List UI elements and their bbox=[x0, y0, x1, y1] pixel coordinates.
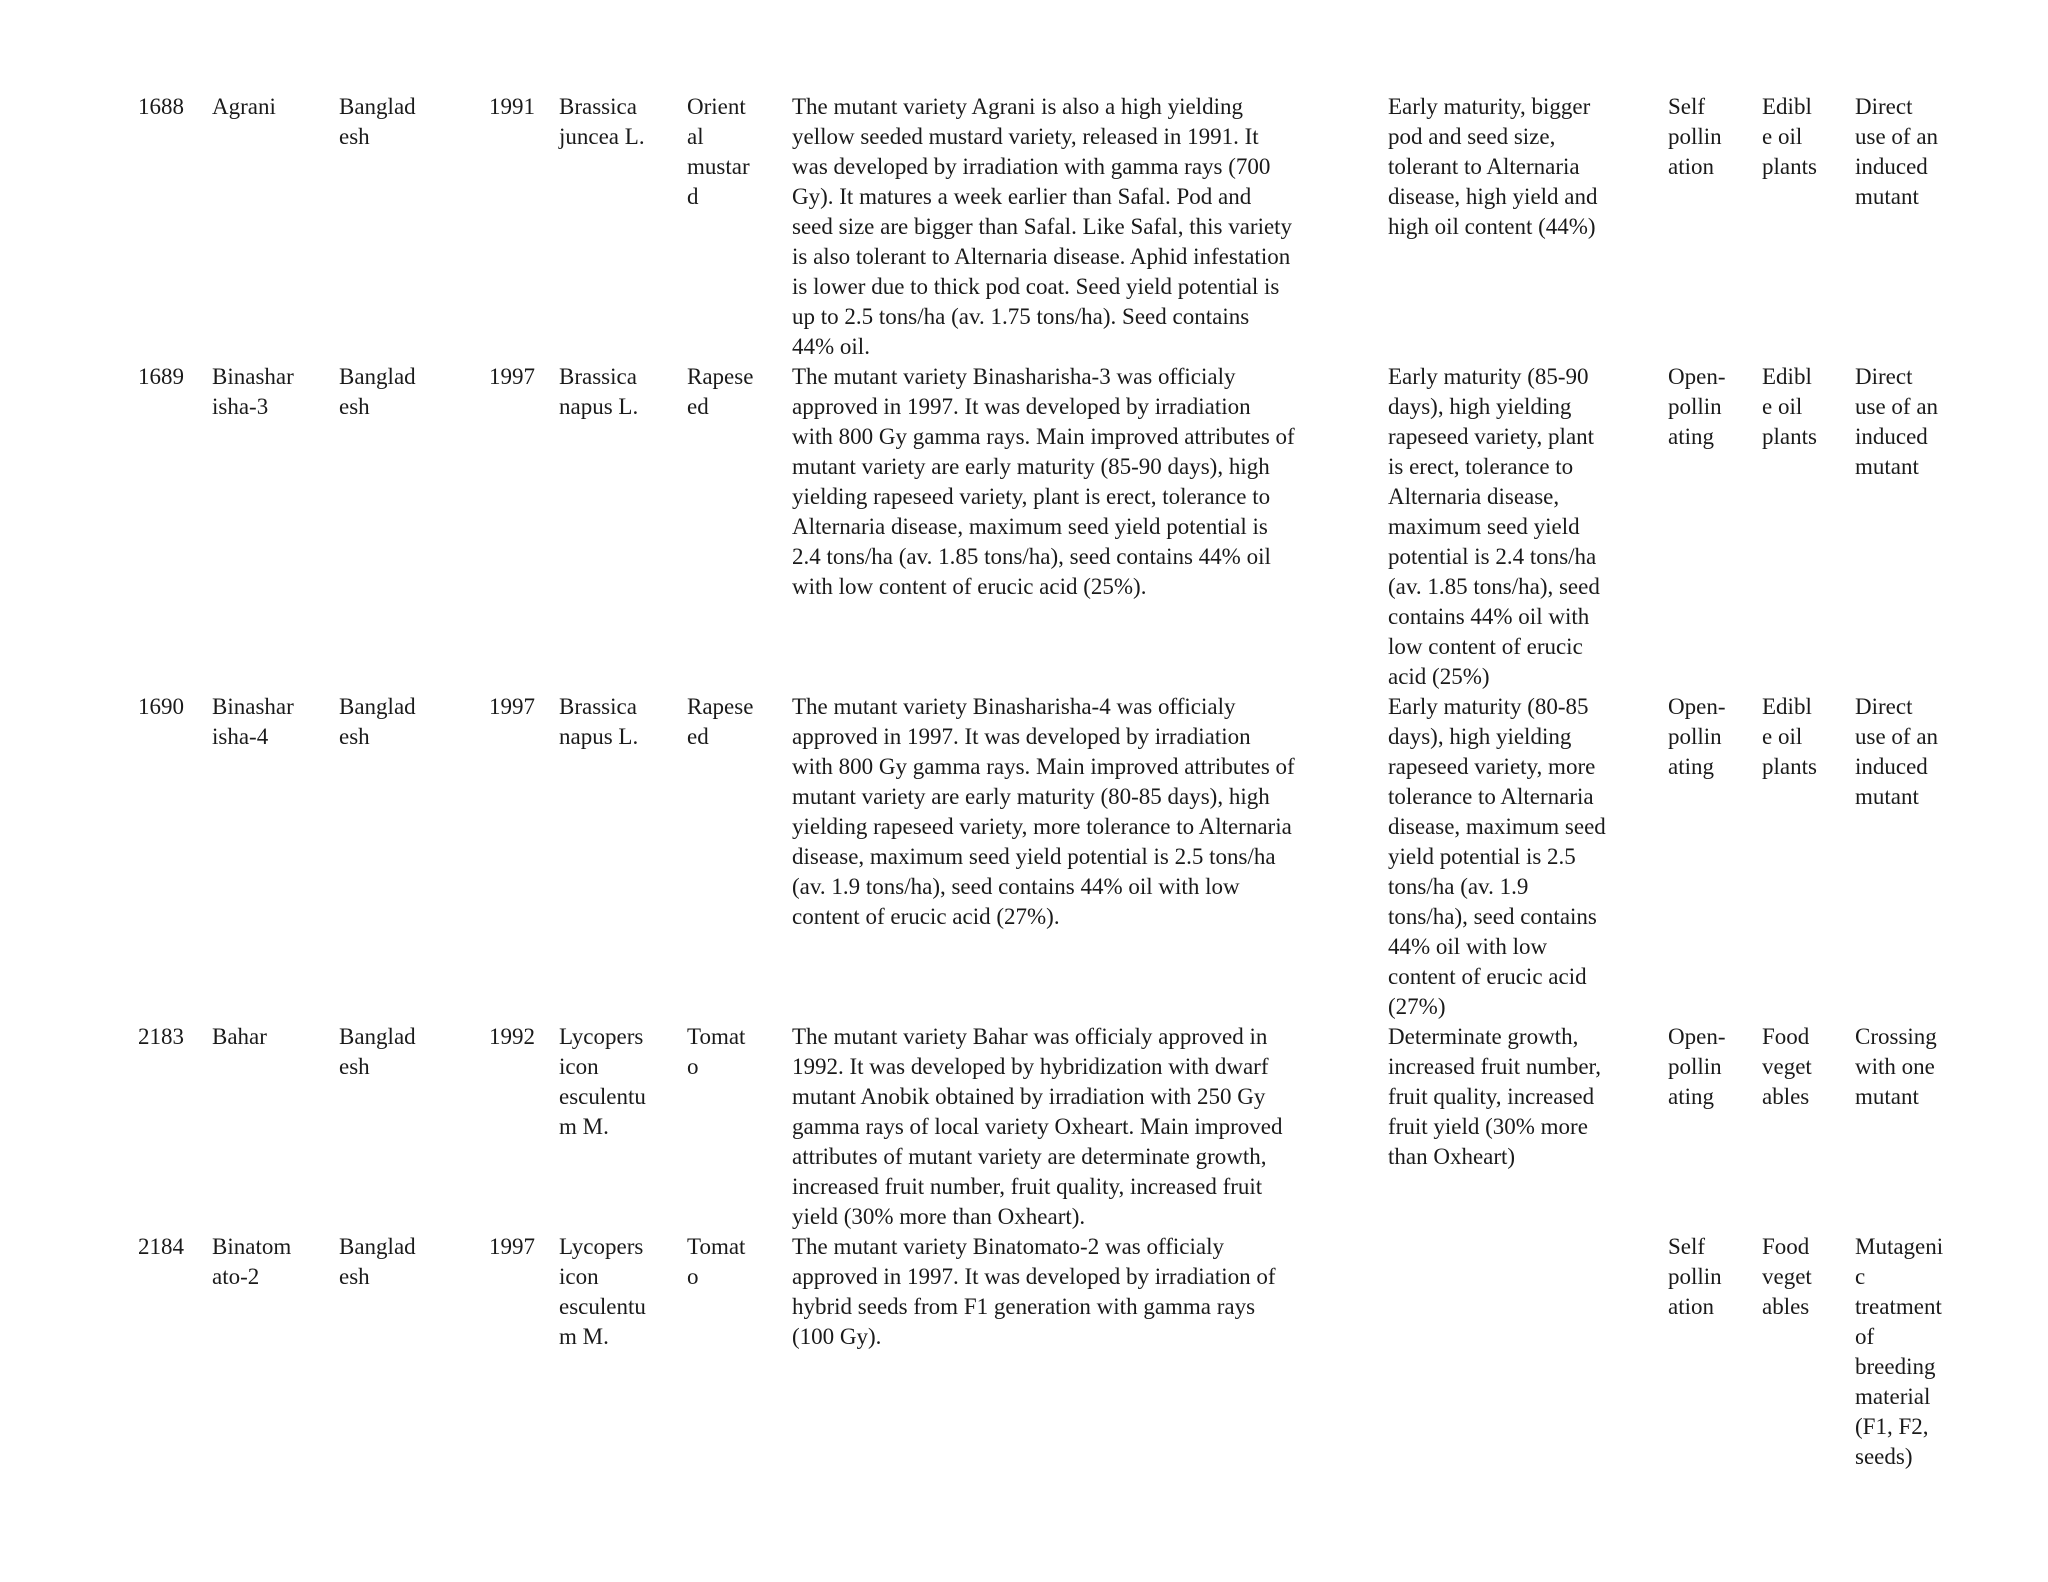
release-year: 1991 bbox=[489, 94, 535, 119]
variety-id: 1690 bbox=[138, 694, 184, 719]
variety-name: Agrani bbox=[212, 94, 276, 119]
breeding-method: Crossing with one mutant bbox=[1855, 1024, 1937, 1109]
pollination-type: Open- pollin ating bbox=[1668, 364, 1726, 449]
pollination-type: Open- pollin ating bbox=[1668, 694, 1726, 779]
crop-group: Food veget ables bbox=[1762, 1234, 1812, 1319]
description: The mutant variety Binasharisha-3 was officialy approved in 1997. It was developed by irradiation with 800 Gy gamma rays. Main improved attributes of mutant variety are early maturity (85-90 days), high yielding rapeseed variety, plant is erect, tolerance to Alternaria disease, maximum seed yield potential is 2.4 tons/ha (av. 1.85 tons/ha), seed contains 44% oil with low content of erucic acid (25%). bbox=[792, 364, 1295, 599]
crop-name: Tomat o bbox=[687, 1234, 746, 1289]
country: Banglad esh bbox=[339, 1234, 416, 1289]
crop-name: Orient al mustar d bbox=[687, 94, 750, 209]
crop-group: Edibl e oil plants bbox=[1762, 694, 1817, 779]
pollination-type: Open- pollin ating bbox=[1668, 1024, 1726, 1109]
improved-characters: Early maturity, bigger pod and seed size, tolerant to Alternaria disease, high yield and high oil content (44%) bbox=[1388, 94, 1598, 239]
description: The mutant variety Agrani is also a high yielding yellow seeded mustard variety, released in 1991. It was developed by irradiation with gamma rays (700 Gy). It matures a week earlier than Safal. Pod and seed size are bigger than Safal. Like Safal, this variety is also tolerant to Alternaria disease. Aphid infestation is lower due to thick pod coat. Seed yield potential is up to 2.5 tons/ha (av. 1.75 tons/ha). Seed contains 44% oil. bbox=[792, 94, 1293, 359]
country: Banglad esh bbox=[339, 94, 416, 149]
variety-name: Binatom ato-2 bbox=[212, 1234, 292, 1289]
table-row bbox=[132, 1232, 1977, 1472]
description: The mutant variety Binasharisha-4 was officialy approved in 1997. It was developed by irradiation with 800 Gy gamma rays. Main improved attributes of mutant variety are early maturity (80-85 days), high yielding rapeseed variety, more tolerance to Alternaria disease, maximum seed yield potential is 2.5 tons/ha (av. 1.9 tons/ha), seed contains 44% oil with low content of erucic acid (27%). bbox=[792, 694, 1295, 929]
improved-characters: Early maturity (85-90 days), high yielding rapeseed variety, plant is erect, tolerance to Alternaria disease, maximum seed yield potential is 2.4 tons/ha (av. 1.85 tons/ha), seed contains 44% oil with low content of erucic acid (25%) bbox=[1388, 364, 1600, 689]
description: The mutant variety Binatomato-2 was officialy approved in 1997. It was developed by irradiation of hybrid seeds from F1 generation with gamma rays (100 Gy). bbox=[792, 1234, 1276, 1349]
crop-name: Rapese ed bbox=[687, 694, 754, 749]
breeding-method: Direct use of an induced mutant bbox=[1855, 94, 1939, 209]
variety-name: Binashar isha-3 bbox=[212, 364, 294, 419]
latin-name: Lycopers icon esculentu m M. bbox=[559, 1024, 646, 1139]
country: Banglad esh bbox=[339, 1024, 416, 1079]
improved-characters: Determinate growth, increased fruit number, fruit quality, increased fruit yield (30% more than Oxheart) bbox=[1388, 1024, 1602, 1169]
crop-group: Food veget ables bbox=[1762, 1024, 1812, 1109]
release-year: 1997 bbox=[489, 364, 535, 389]
release-year: 1997 bbox=[489, 1234, 535, 1259]
table-row bbox=[132, 692, 1977, 1022]
pollination-type: Self pollin ation bbox=[1668, 1234, 1722, 1319]
improved-characters: Early maturity (80-85 days), high yielding rapeseed variety, more tolerance to Alternaria disease, maximum seed yield potential is 2.5 tons/ha (av. 1.9 tons/ha), seed contains 44% oil with low content of erucic acid (27%) bbox=[1388, 694, 1606, 1019]
description: The mutant variety Bahar was officialy approved in 1992. It was developed by hybridization with dwarf mutant Anobik obtained by irradiation with 250 Gy gamma rays of local variety Oxheart. Main improved attributes of mutant variety are determinate growth, increased fruit number, fruit quality, increased fruit yield (30% more than Oxheart). bbox=[792, 1024, 1283, 1229]
table-row bbox=[132, 1022, 1977, 1232]
latin-name: Lycopers icon esculentu m M. bbox=[559, 1234, 646, 1349]
variety-id: 1689 bbox=[138, 364, 184, 389]
breeding-method: Mutageni c treatment of breeding material (F1, F2, seeds) bbox=[1855, 1234, 1944, 1469]
improved-characters bbox=[1382, 1232, 1662, 1472]
crop-group: Edibl e oil plants bbox=[1762, 94, 1817, 179]
variety-id: 1688 bbox=[138, 94, 184, 119]
release-year: 1997 bbox=[489, 694, 535, 719]
latin-name: Brassica napus L. bbox=[559, 694, 639, 749]
variety-id: 2183 bbox=[138, 1024, 184, 1049]
country: Banglad esh bbox=[339, 364, 416, 419]
table-row bbox=[132, 92, 1977, 362]
country: Banglad esh bbox=[339, 694, 416, 749]
latin-name: Brassica napus L. bbox=[559, 364, 639, 419]
crop-name: Tomat o bbox=[687, 1024, 746, 1079]
variety-name: Binashar isha-4 bbox=[212, 694, 294, 749]
crop-name: Rapese ed bbox=[687, 364, 754, 419]
release-year: 1992 bbox=[489, 1024, 535, 1049]
crop-group: Edibl e oil plants bbox=[1762, 364, 1817, 449]
latin-name: Brassica juncea L. bbox=[559, 94, 645, 149]
table-row bbox=[132, 362, 1977, 692]
mutant-varieties-table bbox=[132, 92, 1977, 1472]
variety-name: Bahar bbox=[212, 1024, 267, 1049]
variety-id: 2184 bbox=[138, 1234, 184, 1259]
pollination-type: Self pollin ation bbox=[1668, 94, 1722, 179]
breeding-method: Direct use of an induced mutant bbox=[1855, 364, 1939, 479]
breeding-method: Direct use of an induced mutant bbox=[1855, 694, 1939, 809]
